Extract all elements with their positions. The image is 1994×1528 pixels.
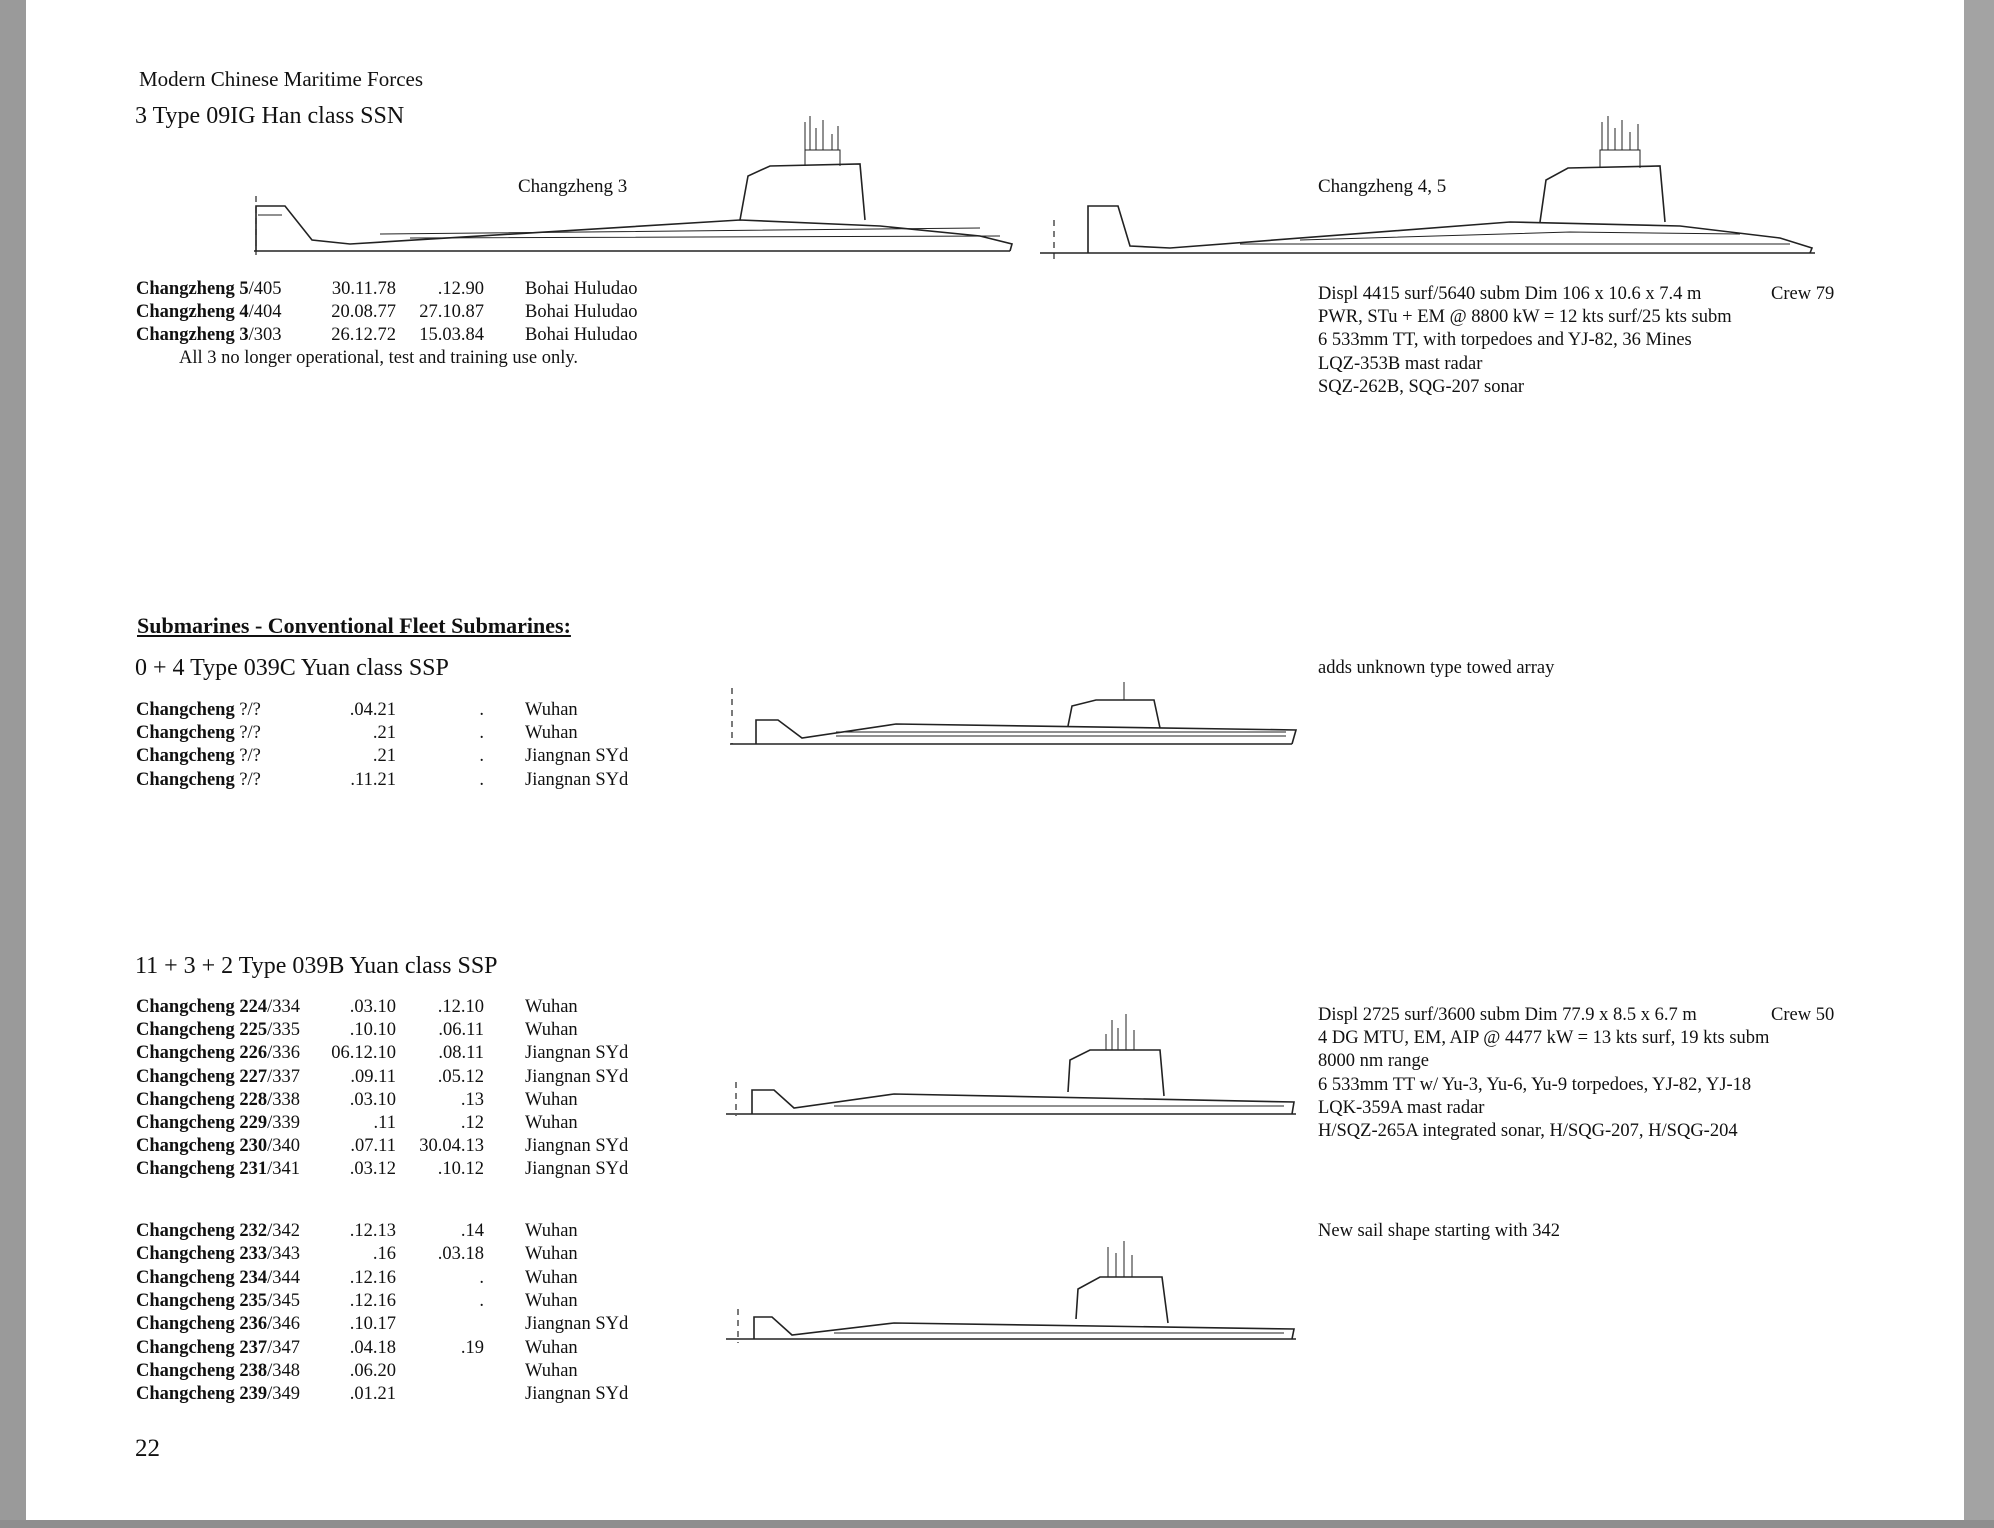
- laid-down-date: .21: [372, 723, 396, 744]
- table-row: [136, 722, 656, 745]
- table-row: [136, 996, 656, 1019]
- laid-down-date: .11: [373, 1113, 396, 1133]
- table-row: [136, 1066, 656, 1089]
- table-row: [136, 745, 656, 768]
- pennant-number: /344: [267, 1267, 300, 1288]
- boat-name-bold: Changcheng 225: [136, 1020, 268, 1041]
- shipyard: Wuhan: [525, 1089, 578, 1110]
- boat-name: [136, 1158, 300, 1181]
- boat-name-bold: Changcheng 229: [136, 1113, 268, 1133]
- pennant-number: /347: [267, 1337, 300, 1358]
- boat-name: [136, 745, 261, 768]
- shipyard: Jiangnan SYd: [525, 1136, 629, 1157]
- laid-down-date: 20.08.77: [331, 302, 396, 323]
- shipyard: Jiangnan SYd: [525, 1159, 629, 1180]
- boat-name: [136, 769, 261, 792]
- commission-date: .12: [460, 1113, 484, 1133]
- commission-date: .03.18: [437, 1244, 484, 1265]
- table-row: [136, 1360, 656, 1383]
- pennant-number: /341: [267, 1159, 300, 1180]
- yuan-039b-submarine-drawing: [724, 1010, 1299, 1125]
- boat-name: [136, 1267, 300, 1290]
- laid-down-date: .10.10: [349, 1020, 396, 1041]
- boat-name: [136, 1243, 300, 1266]
- yuan-039c-title: 0 + 4 Type 039C Yuan class SSP: [135, 655, 449, 681]
- han-submarine-drawing-right: [1040, 110, 1820, 260]
- shipyard: Jiangnan SYd: [525, 1314, 629, 1335]
- shipyard: Jiangnan SYd: [525, 1043, 629, 1064]
- han-spec-line: SQZ-262B, SQG-207 sonar: [1318, 376, 1525, 397]
- boat-name: [136, 301, 281, 324]
- commission-date: .: [479, 769, 484, 790]
- boat-name-bold: Changcheng: [136, 700, 235, 720]
- han-spec-line: LQZ-353B mast radar: [1318, 353, 1483, 374]
- pennant-number: /343: [267, 1244, 300, 1265]
- shipyard: Wuhan: [525, 1290, 578, 1311]
- boat-name-bold: Changcheng 238: [136, 1360, 268, 1381]
- shipyard: Wuhan: [525, 1267, 578, 1288]
- boat-name: [136, 1383, 300, 1406]
- boat-name-bold: Changcheng 227: [136, 1066, 268, 1087]
- boat-name: [136, 1042, 300, 1065]
- table-row: [136, 1135, 656, 1158]
- yuan-039b-spec-line: 4 DG MTU, EM, AIP @ 4477 kW = 13 kts surf, 19 kts subm: [1318, 1028, 1770, 1049]
- viewer-bottom-edge: [0, 1520, 1994, 1528]
- yuan-039b-spec-line: Displ 2725 surf/3600 subm Dim 77.9 x 8.5 x 6.7 m: [1318, 1005, 1697, 1025]
- boat-name: [136, 278, 281, 301]
- boat-name-bold: Changcheng 226: [136, 1043, 268, 1064]
- yuan-039c-note: adds unknown type towed array: [1318, 658, 1555, 678]
- boat-name-bold: Changcheng: [136, 723, 235, 744]
- pennant-number: /335: [267, 1020, 300, 1041]
- table-row: [136, 1243, 656, 1266]
- yuan-039b-note: New sail shape starting with 342: [1318, 1221, 1560, 1241]
- shipyard: Bohai Huludao: [525, 325, 638, 346]
- boat-name-bold: Changcheng 232: [136, 1221, 268, 1241]
- laid-down-date: .06.20: [349, 1360, 396, 1381]
- boat-name-bold: Changcheng 231: [136, 1159, 268, 1180]
- table-row: [136, 1158, 656, 1181]
- table-row: [136, 278, 656, 301]
- boat-name-bold: Changcheng 239: [136, 1384, 268, 1405]
- boat-name: [136, 1019, 300, 1042]
- laid-down-date: .03.10: [349, 1089, 396, 1110]
- boat-name: [136, 1112, 300, 1135]
- table-row: [136, 324, 656, 347]
- boat-name-bold: Changcheng 228: [136, 1089, 268, 1110]
- yuan-039b-specs: [1318, 1004, 1769, 1143]
- pennant-number: /346: [267, 1314, 300, 1335]
- shipyard: Wuhan: [525, 997, 578, 1017]
- yuan-039b-spec-line: 8000 nm range: [1318, 1051, 1429, 1072]
- laid-down-date: .01.21: [349, 1384, 396, 1405]
- shipyard: Wuhan: [525, 700, 578, 720]
- boat-name-bold: Changzheng 3: [136, 325, 249, 346]
- boat-name: [136, 1220, 300, 1243]
- han-drawing-label-right: Changzheng 4, 5: [1318, 176, 1447, 197]
- boat-name: [136, 324, 281, 347]
- shipyard: Jiangnan SYd: [525, 1384, 629, 1405]
- han-class-title: 3 Type 09IG Han class SSN: [135, 103, 405, 129]
- shipyard: Jiangnan SYd: [525, 746, 629, 767]
- pennant-number: /334: [267, 997, 300, 1017]
- pennant-number: /336: [267, 1043, 300, 1064]
- running-header: Modern Chinese Maritime Forces: [139, 67, 424, 91]
- laid-down-date: 30.11.78: [331, 279, 396, 299]
- shipyard: Bohai Huludao: [525, 302, 638, 323]
- commission-date: .: [479, 700, 484, 720]
- yuan-039b-title: 11 + 3 + 2 Type 039B Yuan class SSP: [135, 953, 498, 979]
- boat-name-bold: Changcheng: [136, 746, 235, 767]
- han-specs: [1318, 283, 1732, 399]
- commission-date: .10.12: [437, 1159, 484, 1180]
- pennant-number: /337: [267, 1066, 300, 1087]
- commission-date: .06.11: [438, 1020, 484, 1041]
- yuan-039b-new-sail-drawing: [724, 1225, 1299, 1340]
- shipyard: Wuhan: [525, 723, 578, 744]
- laid-down-date: .12.16: [349, 1290, 396, 1311]
- boat-name-bold: Changcheng 236: [136, 1314, 268, 1335]
- table-row: [136, 1042, 656, 1065]
- pennant-number: /404: [248, 302, 282, 323]
- boat-name-bold: Changcheng 235: [136, 1290, 268, 1311]
- han-crew: Crew 79: [1771, 284, 1835, 304]
- shipyard: Jiangnan SYd: [525, 1066, 629, 1087]
- table-row: [136, 301, 656, 324]
- han-drawing-label-left: Changzheng 3: [518, 176, 628, 197]
- laid-down-date: .12.16: [349, 1267, 396, 1288]
- han-spec-line: 6 533mm TT, with torpedoes and YJ-82, 36 Mines: [1318, 330, 1692, 351]
- pennant-number: /338: [267, 1089, 300, 1110]
- commission-date: .: [479, 1290, 484, 1311]
- han-note: All 3 no longer operational, test and training use only.: [179, 348, 579, 368]
- yuan-039b-spec-line: LQK-359A mast radar: [1318, 1097, 1485, 1118]
- laid-down-date: .07.11: [350, 1136, 396, 1157]
- pennant-number: /339: [267, 1113, 300, 1133]
- shipyard: Wuhan: [525, 1020, 578, 1041]
- shipyard: Bohai Huludao: [525, 279, 638, 299]
- boat-name-bold: Changzheng 4: [136, 302, 249, 323]
- boat-name-bold: Changcheng 224: [136, 997, 268, 1017]
- commission-date: .13: [460, 1089, 484, 1110]
- table-row: [136, 1337, 656, 1360]
- table-row: [136, 699, 656, 722]
- viewer-scrollbar[interactable]: [1964, 0, 1994, 1528]
- pennant-number: /405: [248, 279, 282, 299]
- laid-down-date: .03.10: [349, 997, 396, 1017]
- boat-name-bold: Changcheng 230: [136, 1136, 268, 1157]
- shipyard: Wuhan: [525, 1221, 578, 1241]
- boat-name: [136, 1337, 300, 1360]
- pennant-number: /345: [267, 1290, 300, 1311]
- laid-down-date: .21: [372, 746, 396, 767]
- commission-date: .19: [460, 1337, 484, 1358]
- commission-date: 30.04.13: [419, 1136, 484, 1157]
- pennant-number: ?/?: [234, 746, 261, 767]
- boat-name: [136, 1290, 300, 1313]
- boat-name-bold: Changcheng: [136, 769, 235, 790]
- laid-down-date: .04.21: [349, 700, 396, 720]
- commission-date: .: [479, 1267, 484, 1288]
- commission-date: .: [479, 723, 484, 744]
- yuan-039b-spec-line: 6 533mm TT w/ Yu-3, Yu-6, Yu-9 torpedoes, YJ-82, YJ-18: [1318, 1074, 1752, 1095]
- boat-name-bold: Changcheng 233: [136, 1244, 268, 1265]
- laid-down-date: .11.21: [350, 769, 396, 790]
- shipyard: Wuhan: [525, 1360, 578, 1381]
- pennant-number: /342: [267, 1221, 300, 1241]
- shipyard: Jiangnan SYd: [525, 769, 629, 790]
- shipyard: Wuhan: [525, 1244, 578, 1265]
- section-heading: Submarines - Conventional Fleet Submarines:: [137, 613, 571, 638]
- han-submarine-drawing-left: [240, 110, 1020, 260]
- boat-name: [136, 1313, 300, 1336]
- shipyard: Wuhan: [525, 1113, 578, 1133]
- shipyard: Wuhan: [525, 1337, 578, 1358]
- pennant-number: /349: [267, 1384, 300, 1405]
- laid-down-date: 26.12.72: [331, 325, 396, 346]
- laid-down-date: .12.13: [349, 1221, 396, 1241]
- pennant-number: ?/?: [234, 723, 261, 744]
- boat-name: [136, 699, 261, 722]
- boat-name-bold: Changcheng 237: [136, 1337, 268, 1358]
- laid-down-date: .16: [372, 1244, 396, 1265]
- table-row: [136, 1267, 656, 1290]
- yuan-039b-crew: Crew 50: [1771, 1005, 1835, 1025]
- laid-down-date: .03.12: [349, 1159, 396, 1180]
- table-row: [136, 769, 656, 792]
- boat-name: [136, 1066, 300, 1089]
- commission-date: .12.10: [437, 997, 484, 1017]
- pennant-number: /348: [267, 1360, 300, 1381]
- commission-date: .14: [460, 1221, 484, 1241]
- commission-date: .12.90: [437, 279, 484, 299]
- boat-name: [136, 996, 300, 1019]
- pennant-number: ?/?: [234, 769, 261, 790]
- boat-name-bold: Changzheng 5: [136, 279, 249, 299]
- boat-name: [136, 1135, 300, 1158]
- pennant-number: ?/?: [234, 700, 261, 720]
- table-row: [136, 1019, 656, 1042]
- table-row: [136, 1220, 656, 1243]
- laid-down-date: .09.11: [350, 1066, 396, 1087]
- boat-name: [136, 722, 261, 745]
- laid-down-date: .10.17: [349, 1314, 396, 1335]
- commission-date: .: [479, 746, 484, 767]
- commission-date: .08.11: [438, 1043, 484, 1064]
- yuan-039b-spec-line: H/SQZ-265A integrated sonar, H/SQG-207, H/SQG-204: [1318, 1120, 1738, 1141]
- pennant-number: /340: [267, 1136, 300, 1157]
- table-row: [136, 1290, 656, 1313]
- table-row: [136, 1089, 656, 1112]
- table-row: [136, 1383, 656, 1406]
- laid-down-date: .04.18: [349, 1337, 396, 1358]
- table-row: [136, 1313, 656, 1336]
- yuan-039c-submarine-drawing: [726, 660, 1296, 755]
- boat-name-bold: Changcheng 234: [136, 1267, 268, 1288]
- table-row: [136, 1112, 656, 1135]
- commission-date: 15.03.84: [419, 325, 484, 346]
- boat-name: [136, 1089, 300, 1112]
- han-spec-line: Displ 4415 surf/5640 subm Dim 106 x 10.6 x 7.4 m: [1318, 284, 1702, 304]
- page-number: 22: [135, 1435, 160, 1462]
- pennant-number: /303: [248, 325, 282, 346]
- commission-date: 27.10.87: [419, 302, 484, 323]
- laid-down-date: 06.12.10: [331, 1043, 396, 1064]
- commission-date: .05.12: [437, 1066, 484, 1087]
- boat-name: [136, 1360, 300, 1383]
- han-spec-line: PWR, STu + EM @ 8800 kW = 12 kts surf/25 kts subm: [1318, 307, 1732, 328]
